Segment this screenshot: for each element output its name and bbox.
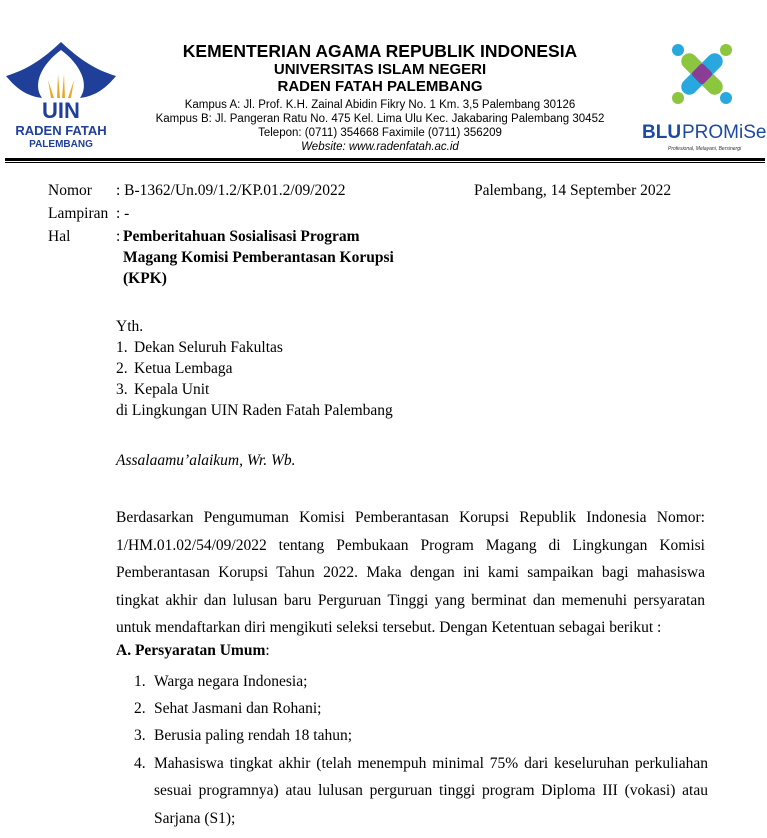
recipient-num-1: 1. <box>116 339 128 356</box>
university-line1: UNIVERSITAS ISLAM NEGERI <box>273 61 487 78</box>
hal-label: Hal <box>48 228 71 245</box>
website: Website: www.radenfatah.ac.id <box>301 141 459 153</box>
blu-promise-logo <box>638 40 767 158</box>
hal-colon: : <box>116 228 121 245</box>
recipient-num-3: 3. <box>116 381 128 398</box>
recipient-3: Kepala Unit <box>134 381 210 398</box>
ministry-name: KEMENTERIAN AGAMA REPUBLIK INDONESIA <box>182 41 578 61</box>
blu-brand-b: PROMiSe <box>682 122 767 143</box>
uin-logo-big: UIN <box>42 98 80 123</box>
blu-brand-a: BLU <box>642 122 682 143</box>
list-item-number: 1. <box>134 673 146 690</box>
blu-tagline: Profesional, Melayani, Bersinergi <box>668 146 742 152</box>
campus-b-address: Kampus B: Jl. Pangeran Ratu No. 475 Kel. Lima Ulu Kec. Jakabaring Palembang 30452 <box>155 113 605 125</box>
list-item-text: Mahasiswa tingkat akhir (telah menempuh minimal 75% dari keseluruhan perkuliahan sesuai programnya) atau lulusan perguruan tinggi program Diploma III (vokasi) atau Sarjana (S1); <box>154 754 708 827</box>
recipient-1: Dekan Seluruh Fakultas <box>134 339 283 356</box>
section-a-colon: : <box>265 642 270 659</box>
section-a-heading <box>116 642 270 660</box>
list-item-number: 3. <box>134 727 146 744</box>
nomor-value: : B-1362/Un.09/1.2/KP.01.2/09/2022 <box>116 182 346 199</box>
list-item-number: 4. <box>134 754 146 772</box>
greeting: Assalaamu’alaikum, Wr. Wb. <box>116 452 296 469</box>
letter-date: Palembang, 14 September 2022 <box>474 182 672 199</box>
letterhead <box>0 0 767 160</box>
lampiran-value: : - <box>116 205 130 222</box>
recipient-2: Ketua Lembaga <box>134 360 233 377</box>
requirements-list <box>116 668 708 832</box>
nomor-label: Nomor <box>48 182 92 199</box>
hal-line2: Magang Komisi Pemberantasan Korupsi <box>123 249 394 266</box>
recipient-num-2: 2. <box>116 360 128 377</box>
body-paragraph: Berdasarkan Pengumuman Komisi Pemberantasan Korupsi Republik Indonesia Nomor: 1/HM.01.02/54/09/2022 tentang Pembukaan Program Magang di Lingkungan Komisi Pemberantasan Korupsi Tahun 2022. Maka dengan ini kami sampaikan bagi mahasiswa tingkat akhir dan lulusan baru Perguruan Tinggi yang berminat dan memenuhi persyaratan untuk mendaftarkan diri mengikuti seleksi tersebut. Dengan Ketentuan sebagai berikut : <box>116 509 705 636</box>
uin-raden-fatah-logo <box>2 40 120 152</box>
uin-logo-line1: RADEN FATAH <box>15 123 107 138</box>
list-item <box>116 668 708 696</box>
letterhead-rule-thin <box>5 162 765 163</box>
letterhead-rule-thick <box>5 158 765 161</box>
hal-line3: (KPK) <box>123 270 167 287</box>
list-item <box>116 750 708 833</box>
uin-logo-line2: PALEMBANG <box>29 139 93 150</box>
list-item-text: Sehat Jasmani dan Rohani; <box>154 699 322 717</box>
list-item-text: Warga negara Indonesia; <box>154 673 308 690</box>
recipient-location: di Lingkungan UIN Raden Fatah Palembang <box>116 402 393 419</box>
hal-line1: Pemberitahuan Sosialisasi Program <box>123 228 360 245</box>
letterhead-text <box>130 41 630 154</box>
campus-a-address: Kampus A: Jl. Prof. K.H. Zainal Abidin Fikry No. 1 Km. 3,5 Palembang 30126 <box>184 99 576 111</box>
yth: Yth. <box>116 318 144 335</box>
lampiran-label: Lampiran <box>48 205 109 222</box>
list-item <box>116 722 708 750</box>
section-a-title: A. Persyaratan Umum <box>116 642 266 659</box>
university-line2: RADEN FATAH PALEMBANG <box>277 78 483 95</box>
phone-fax: Telepon: (0711) 354668 Faximile (0711) 356209 <box>258 127 502 139</box>
list-item-text: Berusia paling rendah 18 tahun; <box>154 727 353 744</box>
list-item <box>116 695 708 723</box>
list-item-number: 2. <box>134 699 146 717</box>
